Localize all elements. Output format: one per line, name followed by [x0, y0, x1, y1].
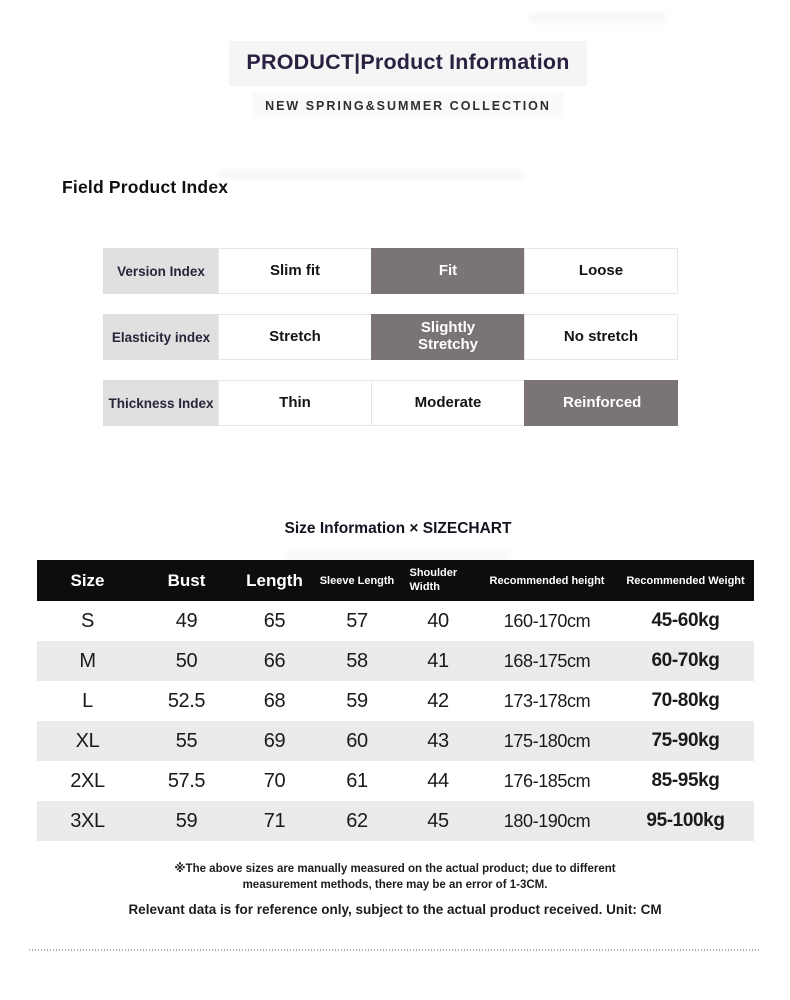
table-row-size-xl	[37, 721, 754, 761]
table-row-size-2xl	[37, 761, 754, 801]
cell-length: 70	[263, 769, 286, 792]
cell-shoulder-width: 40	[427, 609, 449, 632]
column-header-sleeve-length: Sleeve Length	[319, 574, 395, 587]
cell-size: M	[79, 649, 96, 672]
column-header-recommended-weight: Recommended Weight	[626, 574, 745, 587]
cell-size: XL	[75, 729, 100, 752]
cell-recommended-weight: 70-80kg	[651, 690, 720, 711]
column-header-recommended-height: Recommended height	[489, 574, 605, 587]
table-row-size-l	[37, 681, 754, 721]
cell-recommended-weight: 85-95kg	[651, 770, 720, 791]
cell-recommended-height: 168-175cm	[503, 650, 591, 671]
table-row-size-m	[37, 641, 754, 681]
column-header-size: Size	[70, 570, 105, 590]
section-title-size-chart: Size Information × SIZECHART	[284, 520, 512, 537]
table-row-size-s	[37, 601, 754, 641]
watermark-ghost	[286, 551, 510, 560]
cell-recommended-height: 160-170cm	[503, 610, 591, 631]
watermark-ghost	[218, 170, 523, 179]
cell-shoulder-width: 42	[427, 689, 449, 712]
cell-recommended-height: 176-185cm	[503, 770, 591, 791]
cell-shoulder-width: 44	[427, 769, 449, 792]
cell-length: 69	[263, 729, 286, 752]
index-row-thickness	[103, 380, 678, 426]
column-header-shoulder-width: Shoulder Width	[409, 567, 458, 593]
watermark-ghost	[528, 13, 666, 24]
cell-length: 66	[263, 649, 286, 672]
index-option-thin: Thin	[218, 380, 372, 426]
cell-recommended-weight: 60-70kg	[651, 650, 720, 671]
index-label-version: Version Index	[103, 248, 219, 294]
index-option-fit-selected: Fit	[371, 248, 525, 294]
index-option-stretch: Stretch	[218, 314, 372, 360]
column-header-length: Length	[246, 570, 303, 590]
size-chart-header-row	[37, 560, 754, 601]
measurement-notes	[0, 862, 790, 917]
cell-bust: 50	[175, 649, 198, 672]
note-measurement-line2: measurement methods, there may be an error of 1-3CM.	[242, 878, 548, 891]
cell-recommended-height: 173-178cm	[503, 690, 591, 711]
index-row-version	[103, 248, 678, 294]
cell-size: L	[82, 689, 93, 712]
cell-sleeve-length: 59	[346, 689, 368, 712]
header	[0, 0, 790, 119]
cell-length: 68	[263, 689, 286, 712]
cell-recommended-height: 180-190cm	[503, 810, 591, 831]
cell-sleeve-length: 62	[346, 809, 368, 832]
cell-bust: 55	[175, 729, 198, 752]
index-label-elasticity: Elasticity index	[103, 314, 219, 360]
cell-recommended-height: 175-180cm	[503, 730, 591, 751]
index-option-slim-fit: Slim fit	[218, 248, 372, 294]
section-title-product-index: Field Product Index	[62, 177, 229, 197]
cell-bust: 57.5	[167, 769, 206, 792]
cell-shoulder-width: 41	[427, 649, 449, 672]
product-index-table	[103, 248, 678, 426]
cell-bust: 52.5	[167, 689, 206, 712]
dotted-divider	[29, 949, 761, 951]
cell-shoulder-width: 43	[427, 729, 449, 752]
cell-length: 71	[263, 809, 286, 832]
cell-size: 3XL	[70, 809, 105, 832]
table-row-size-3xl	[37, 801, 754, 841]
index-option-reinforced-selected: Reinforced	[524, 380, 678, 426]
cell-bust: 49	[175, 609, 198, 632]
page-title: PRODUCT|Product Information	[229, 41, 586, 86]
page-subtitle: NEW SPRING&SUMMER COLLECTION	[252, 93, 564, 119]
cell-recommended-weight: 45-60kg	[651, 610, 720, 631]
cell-length: 65	[263, 609, 286, 632]
cell-recommended-weight: 95-100kg	[646, 810, 725, 831]
index-option-no-stretch: No stretch	[524, 314, 678, 360]
note-measurement-line1: ※The above sizes are manually measured on the actual product; due to different	[174, 863, 616, 875]
cell-size: 2XL	[70, 769, 105, 792]
note-reference: Relevant data is for reference only, subject to the actual product received. Unit: CM	[128, 902, 662, 918]
cell-bust: 59	[175, 809, 198, 832]
index-option-moderate: Moderate	[371, 380, 525, 426]
index-option-slightly-stretchy-selected: Slightly Stretchy	[371, 314, 525, 360]
index-label-thickness: Thickness Index	[103, 380, 219, 426]
cell-shoulder-width: 45	[427, 809, 449, 832]
cell-sleeve-length: 57	[346, 609, 368, 632]
index-option-loose: Loose	[524, 248, 678, 294]
cell-recommended-weight: 75-90kg	[651, 730, 720, 751]
size-chart-table	[37, 560, 754, 841]
cell-sleeve-length: 58	[346, 649, 368, 672]
column-header-bust: Bust	[167, 570, 206, 590]
cell-sleeve-length: 60	[346, 729, 368, 752]
cell-sleeve-length: 61	[346, 769, 368, 792]
index-row-elasticity	[103, 314, 678, 360]
cell-size: S	[81, 609, 94, 632]
